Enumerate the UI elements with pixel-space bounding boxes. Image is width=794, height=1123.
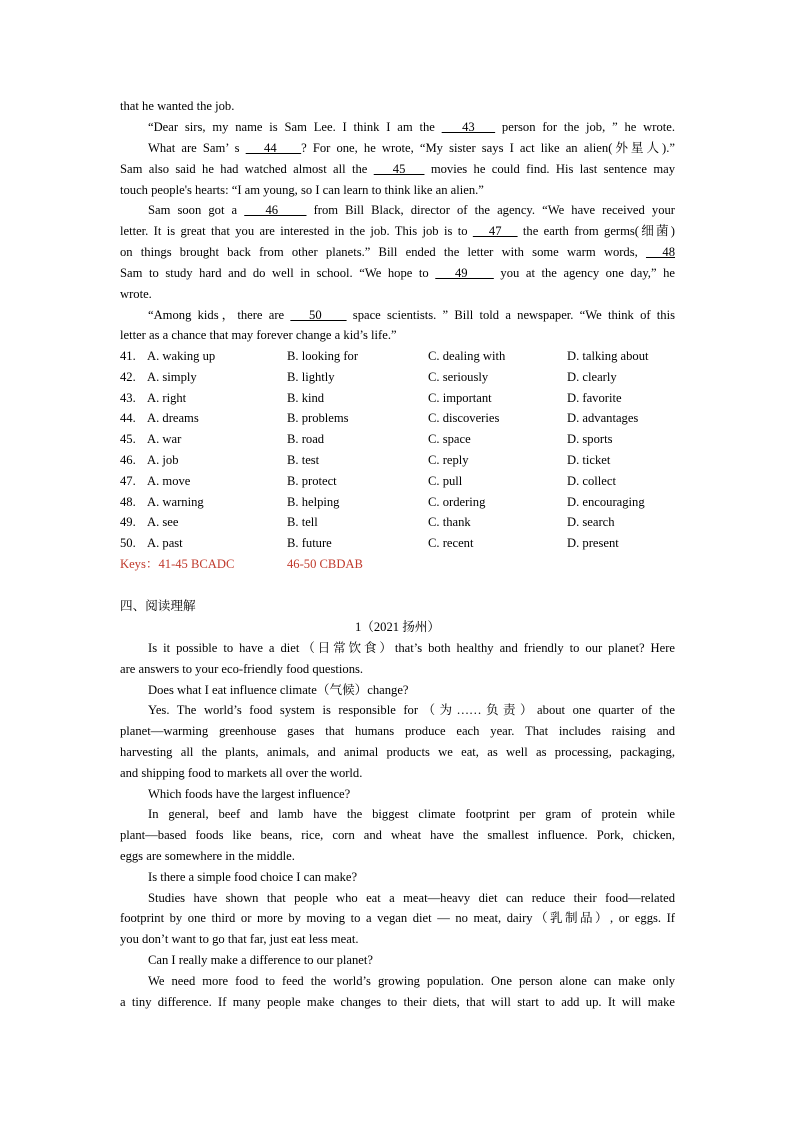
reading-line: Does what I eat influence climate（气候）change? xyxy=(148,682,409,697)
reading-line: Which foods have the largest influence? xyxy=(148,786,351,801)
reading-line: Is there a simple food choice I can make? xyxy=(148,869,358,884)
passage-line: letter as a chance that may forever change a kid’s life.” xyxy=(120,328,397,342)
option-a: A. simply xyxy=(147,369,197,384)
reading-line: eggs are somewhere in the middle. xyxy=(120,849,295,863)
option-a: A. move xyxy=(147,473,191,488)
question-number: 46. xyxy=(120,453,136,467)
option-d: D. collect xyxy=(567,473,616,488)
reading-line: are answers to your eco-friendly food questions. xyxy=(120,661,364,676)
reading-line: planet—warming greenhouse gases that humans produce each year. That includes raising and xyxy=(120,724,675,739)
passage-line: Sam to study hard and do well in school. “We hope to 49 you at the agency one day,” he xyxy=(120,266,675,280)
blank-49: 49 xyxy=(435,266,494,280)
option-b: B. road xyxy=(287,432,325,447)
passage-line: touch people's hearts: “I am young, so I can learn to think like an alien.” xyxy=(120,183,484,197)
option-a: A. right xyxy=(147,390,187,405)
option-c: C. ordering xyxy=(428,494,486,509)
reading-line: Is it possible to have a diet（日常饮食）that’s both healthy and friendly to our planet? Here xyxy=(148,641,675,655)
reading-line: We need more food to feed the world’s growing population. One person alone can make only xyxy=(148,973,675,988)
option-a: A. past xyxy=(147,536,183,551)
option-d: D. present xyxy=(567,536,619,551)
blank-45: 45 xyxy=(373,162,425,176)
question-number: 47. xyxy=(120,473,136,488)
option-b: B. tell xyxy=(287,515,318,530)
option-c: C. recent xyxy=(428,536,474,551)
option-a: A. warning xyxy=(147,494,204,509)
blank-46: 46 xyxy=(244,203,307,217)
reading-line: a tiny difference. If many people make changes to their diets, that will start to add up. It will make xyxy=(120,994,675,1009)
option-c: C. important xyxy=(428,390,492,405)
blank-47: 47 xyxy=(472,224,518,238)
option-b: B. kind xyxy=(287,390,325,405)
passage-line: that he wanted the job. xyxy=(120,99,235,113)
passage-line: Sam also said he had watched almost all the 45 movies he could find. His last sentence may xyxy=(120,162,676,176)
question-number: 42. xyxy=(120,369,136,384)
question-number: 41. xyxy=(120,349,136,363)
option-b: B. helping xyxy=(287,494,340,509)
passage-title: 1（2021 扬州） xyxy=(354,620,440,634)
answer-keys-left: Keys：41-45 BCADC xyxy=(120,557,235,571)
passage-line: “Dear sirs, my name is Sam Lee. I think I am the 43 person for the job, ” he wrote. xyxy=(148,120,675,134)
option-d: D. talking about xyxy=(567,349,649,363)
option-c: C. thank xyxy=(428,515,471,530)
reading-line: footprint by one third or more by moving to a vegan diet — no meat, dairy（乳制品）, or eggs. If xyxy=(120,911,675,926)
passage-line: letter. It is great that you are interested in the job. This job is to 47 the earth from germs(细菌) xyxy=(120,224,675,238)
option-b: B. protect xyxy=(287,473,337,488)
option-b: B. future xyxy=(287,536,332,551)
reading-line: plant—based foods like beans, rice, corn and wheat have the smallest influence. Pork, chicken, xyxy=(120,828,675,843)
passage-line: on things brought back from other planets.” Bill ended the letter with some warm words, 48 xyxy=(120,245,675,259)
blank-43: 43 xyxy=(441,120,496,134)
option-d: D. favorite xyxy=(567,390,622,405)
reading-line: Yes. The world’s food system is responsible for（为……负责）about one quarter of the xyxy=(148,703,675,718)
option-c: C. seriously xyxy=(428,369,489,384)
option-a: A. job xyxy=(147,453,179,467)
option-b: B. looking for xyxy=(287,349,359,363)
reading-line: harvesting all the plants, animals, and animal products we eat, as well as processing, packaging, xyxy=(120,745,675,759)
question-number: 43. xyxy=(120,390,136,405)
passage-line: “Among kids，there are 50 space scientists. ” Bill told a newspaper. “We think of this xyxy=(148,308,676,322)
option-d: D. advantages xyxy=(567,411,639,426)
passage-line: What are Sam’ s 44 ? For one, he wrote, “My sister says I act like an alien(外星人).” xyxy=(148,141,675,155)
reading-line: and shipping food to markets all over the world. xyxy=(120,765,363,780)
option-b: B. lightly xyxy=(287,369,335,384)
option-b: B. problems xyxy=(287,411,349,426)
blank-48: 48 xyxy=(645,245,675,259)
option-a: A. war xyxy=(147,432,182,447)
option-d: D. encouraging xyxy=(567,494,645,509)
reading-line: Can I really make a difference to our planet? xyxy=(148,953,373,967)
reading-line: you don’t want to go that far, just eat less meat. xyxy=(120,932,359,947)
question-number: 44. xyxy=(120,411,136,426)
question-number: 48. xyxy=(120,494,136,509)
option-a: A. see xyxy=(147,515,179,530)
reading-line: Studies have shown that people who eat a meat—heavy diet can reduce their food—related xyxy=(148,890,675,905)
blank-50: 50 xyxy=(290,308,347,322)
option-c: C. dealing with xyxy=(428,349,506,363)
option-a: A. waking up xyxy=(147,349,216,363)
option-c: C. space xyxy=(428,432,471,447)
question-number: 49. xyxy=(120,515,136,530)
option-b: B. test xyxy=(287,453,320,467)
blank-44: 44 xyxy=(245,141,302,155)
option-d: D. search xyxy=(567,515,615,530)
question-number: 50. xyxy=(120,536,136,551)
option-a: A. dreams xyxy=(147,411,199,426)
option-c: C. reply xyxy=(428,453,469,467)
option-d: D. ticket xyxy=(567,453,611,467)
answer-keys-right: 46-50 CBDAB xyxy=(287,557,363,571)
section-heading: 四、阅读理解 xyxy=(120,599,196,613)
option-d: D. sports xyxy=(567,432,613,447)
question-number: 45. xyxy=(120,432,136,447)
reading-line: In general, beef and lamb have the biggest climate footprint per gram of protein while xyxy=(148,807,675,822)
option-c: C. discoveries xyxy=(428,411,500,426)
option-d: D. clearly xyxy=(567,369,617,384)
option-c: C. pull xyxy=(428,473,463,488)
passage-line: wrote. xyxy=(120,287,152,301)
passage-line: Sam soon got a 46 from Bill Black, director of the agency. “We have received your xyxy=(148,203,675,217)
